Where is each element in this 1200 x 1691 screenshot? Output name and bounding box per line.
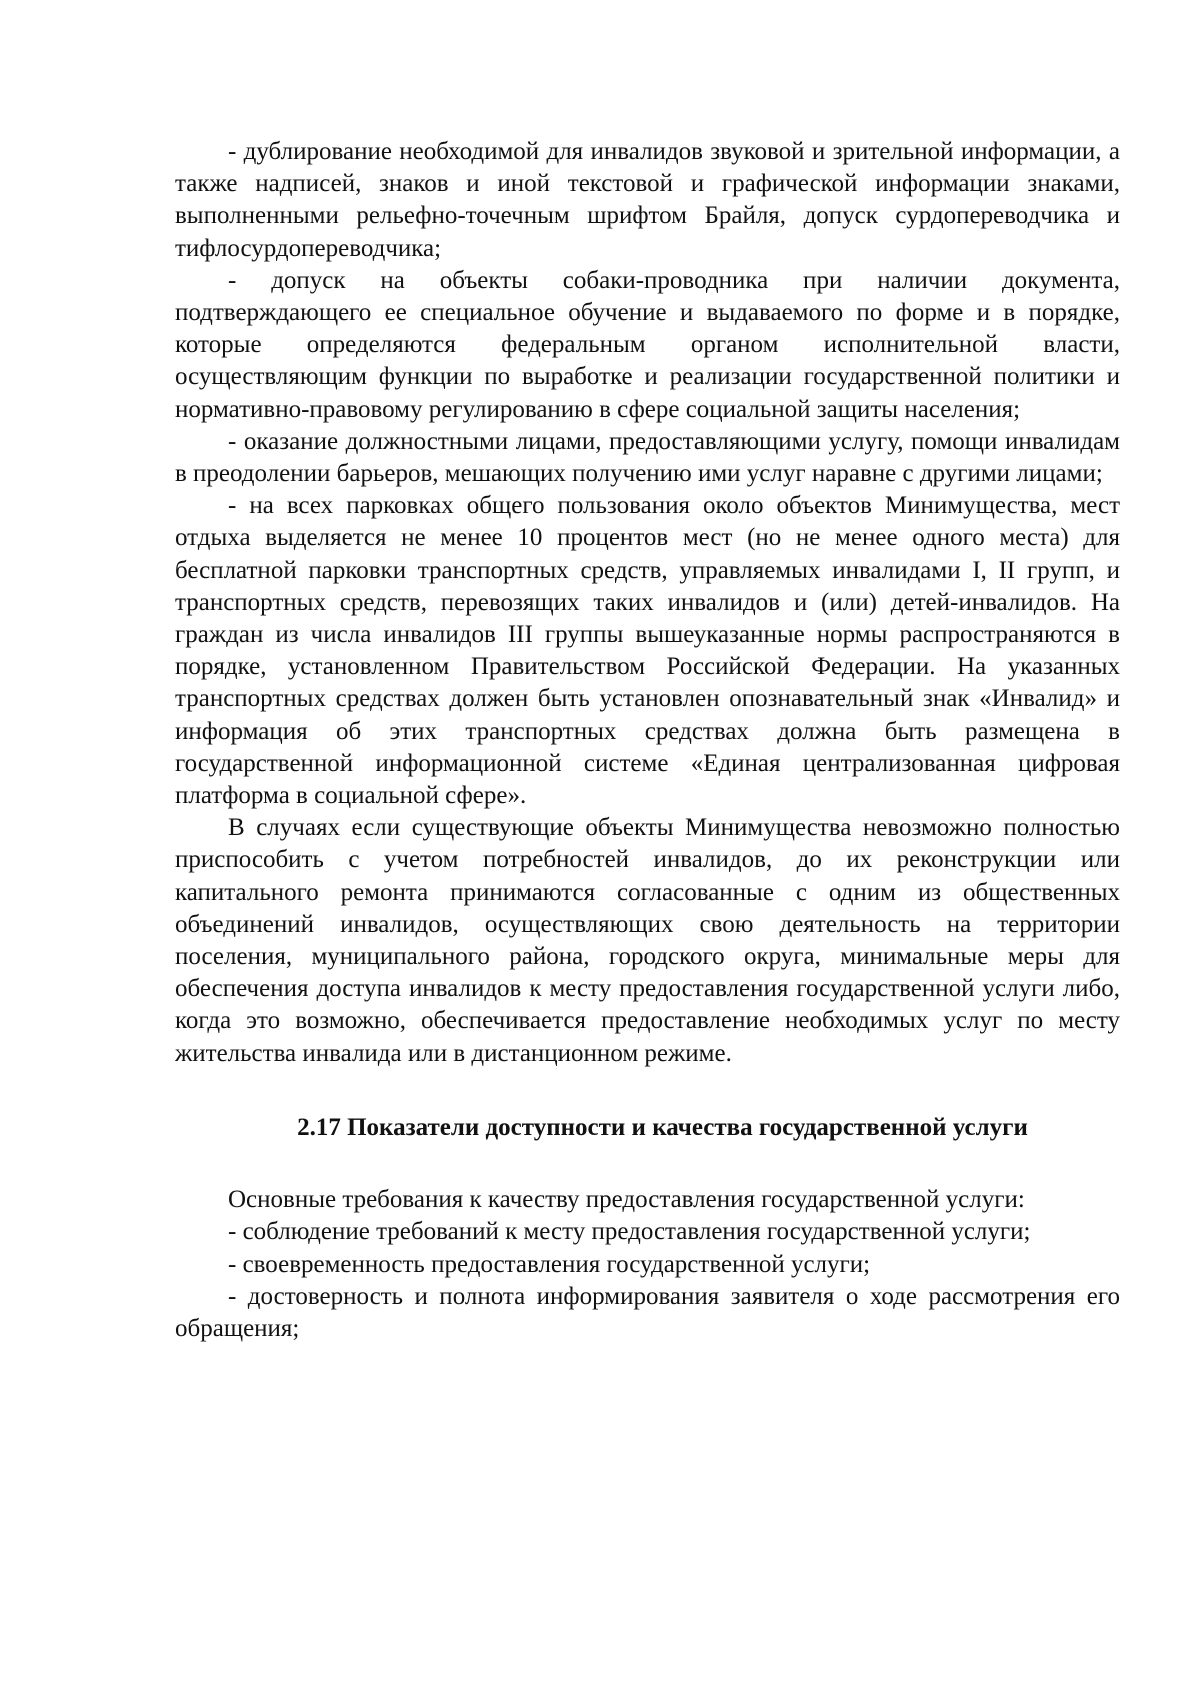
paragraph-guide-dog: - допуск на объекты собаки-проводника при наличии документа, подтверждающего ее специальное обучение и выдаваемого по форме и в порядке, которые определяются федеральным органом исполнительной власти, осуществляющим функции по выработке и реализации государственной политики и нормативно-правовому регулированию в сфере социальной защиты населения; bbox=[175, 266, 1120, 423]
paragraph-parking: - на всех парковках общего пользования около объектов Минимущества, мест отдыха выделяется не менее 10 процентов мест (но не менее одного места) для бесплатной парковки транспортных средств, управляемых инвалидами I, II групп, и транспортных средств, перевозящих таких инвалидов и (или) детей-инвалидов. На граждан из числа инвалидов III группы вышеуказанные нормы распространяются в порядке, установленном Правительством Российской Федерации. На указанных транспортных средствах должен быть установлен опознавательный знак «Инвалид» и информация об этих транспортных средствах должна быть размещена в государственной информационной системе «Единая централизованная цифровая платформа в социальной сфере». bbox=[175, 492, 1120, 810]
paragraph-duplication: - дублирование необходимой для инвалидов звуковой и зрительной информации, а также надписей, знаков и иной текстовой и графической информации знаками, выполненными рельефно-точечным шрифтом Брайля, допуск сурдопереводчика и тифлосурдопереводчика; bbox=[175, 138, 1120, 262]
paragraph-adaptation: В случаях если существующие объекты Минимущества невозможно полностью приспособить с учетом потребностей инвалидов, до их реконструкции или капитального ремонта принимаются согласованные с одним из общественных объединений инвалидов, осуществляющих свою деятельность на территории поселения, муниципального района, городского округа, минимальные меры для обеспечения доступа инвалидов к месту предоставления государственной услуги либо, когда это возможно, обеспечивается предоставление необходимых услуг по месту жительства инвалида или в дистанционном режиме. bbox=[175, 814, 1120, 1067]
paragraph-timeliness: - своевременность предоставления государственной услуги; bbox=[228, 1250, 871, 1278]
paragraph-requirements: Основные требования к качеству предоставления государственной услуги: bbox=[228, 1186, 1025, 1214]
document-page bbox=[175, 136, 1120, 1345]
paragraph-assistance: - оказание должностными лицами, предоставляющими услугу, помощи инвалидам в преодолении барьеров, мешающих получению ими услуг наравне с другими лицами; bbox=[175, 427, 1120, 488]
paragraph-place-requirements: - соблюдение требований к месту предоставления государственной услуги; bbox=[228, 1218, 1031, 1246]
section-heading: 2.17 Показатели доступности и качества государственной услуги bbox=[297, 1113, 1028, 1141]
paragraph-reliability: - достоверность и полнота информирования заявителя о ходе рассмотрения его обращения; bbox=[175, 1282, 1120, 1342]
